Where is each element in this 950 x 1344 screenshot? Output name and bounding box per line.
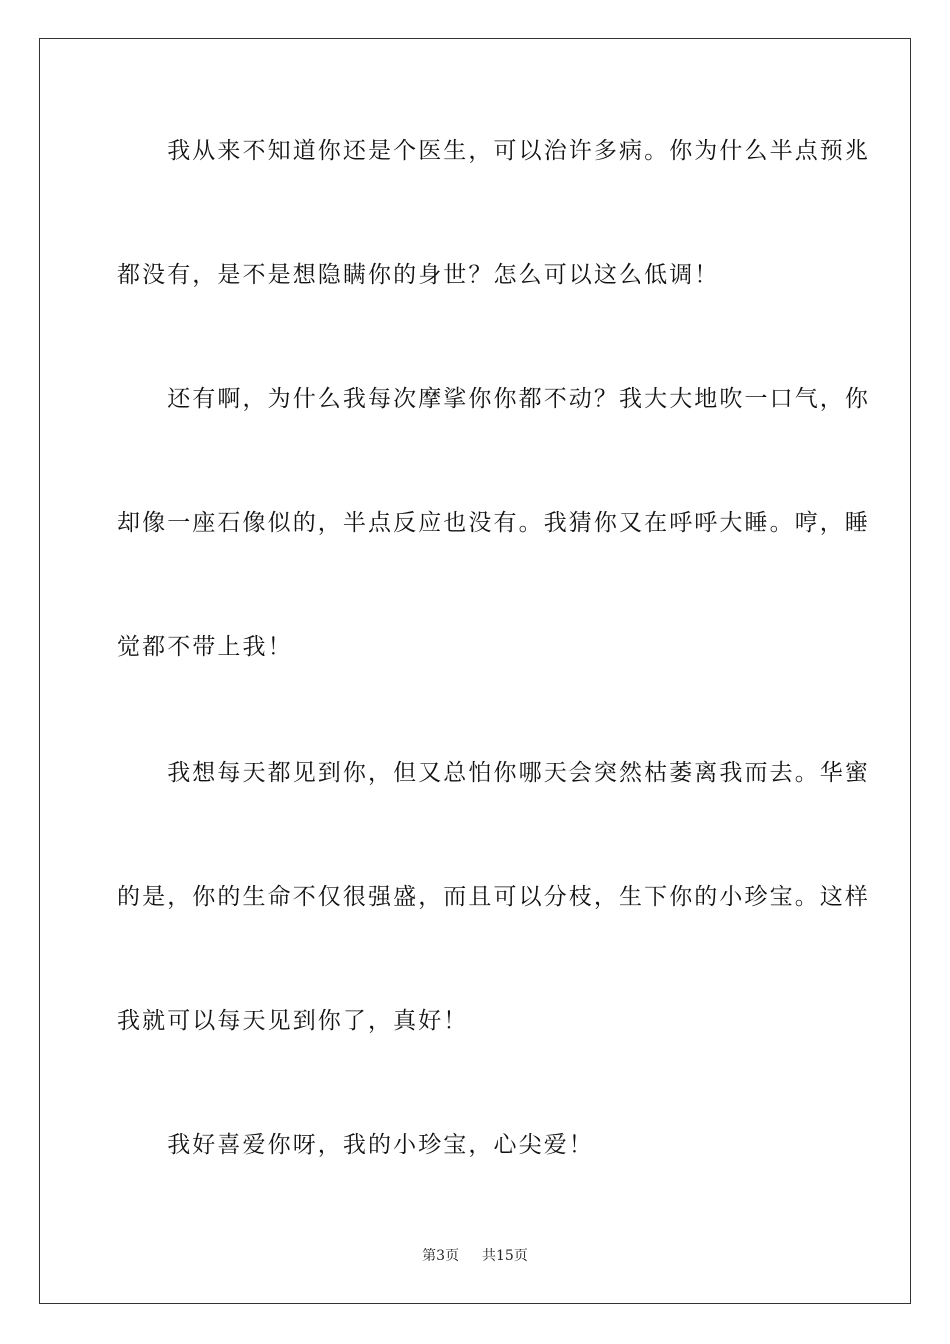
page-number: 第3页	[422, 1248, 460, 1264]
text-line: 我想每天都见到你，但又总怕你哪天会突然枯萎离我而去。华蜜	[117, 760, 870, 786]
text-line: 的是，你的生命不仅很强盛，而且可以分枝，生下你的小珍宝。这样	[117, 884, 870, 910]
text-line: 我从来不知道你还是个医生，可以治许多病。你为什么半点预兆	[117, 138, 870, 164]
page-border	[39, 38, 911, 1304]
text-line: 都没有，是不是想隐瞒你的身世？怎么可以这么低调！	[117, 262, 720, 288]
text-line: 觉都不带上我！	[117, 634, 293, 660]
page-total: 共15页	[482, 1248, 528, 1264]
page-footer	[0, 1247, 950, 1265]
text-line: 我就可以每天见到你了，真好！	[117, 1008, 469, 1034]
text-line: 却像一座石像似的，半点反应也没有。我猜你又在呼呼大睡。哼，睡	[117, 510, 870, 536]
text-line: 还有啊，为什么我每次摩挲你你都不动？我大大地吹一口气，你	[117, 386, 870, 412]
text-line: 我好喜爱你呀，我的小珍宝，心尖爱！	[117, 1132, 594, 1158]
